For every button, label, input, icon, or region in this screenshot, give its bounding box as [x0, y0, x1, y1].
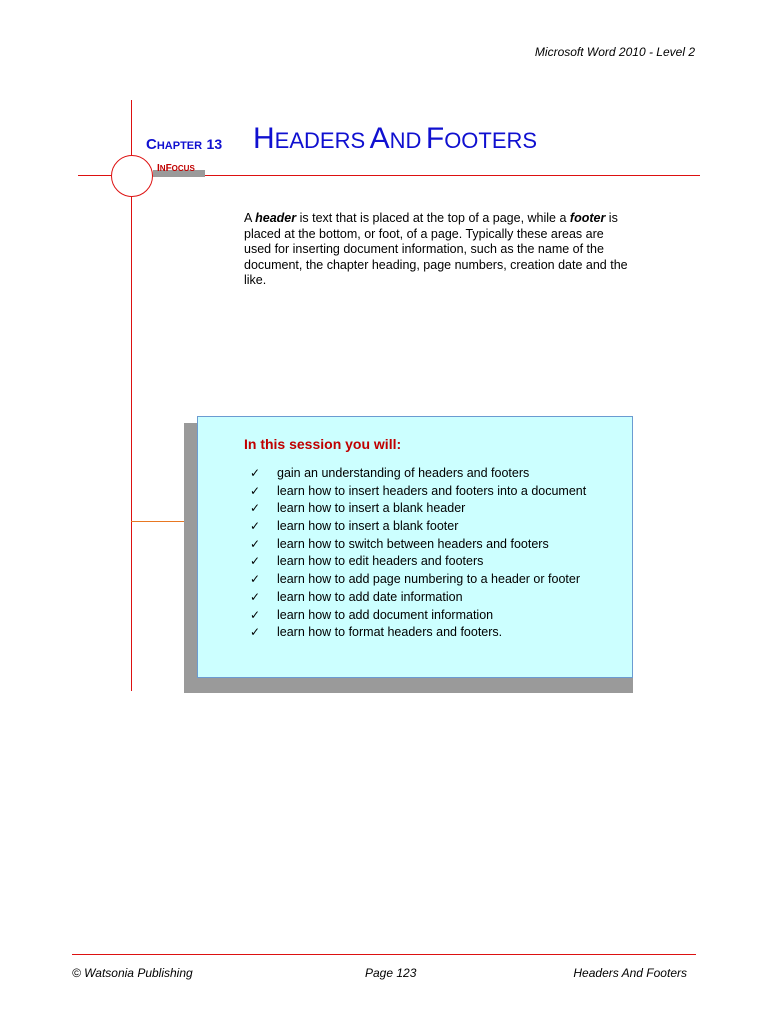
- session-title: In this session you will:: [244, 436, 402, 452]
- list-item: ✓ learn how to insert headers and footers into a document: [250, 483, 586, 501]
- checkmark-icon: ✓: [250, 554, 261, 569]
- list-item: ✓ learn how to format headers and footers.: [250, 624, 586, 642]
- footer-chapter-title: Headers And Footers: [573, 966, 687, 980]
- checkmark-icon: ✓: [250, 607, 261, 622]
- list-item: ✓ learn how to add document information: [250, 607, 586, 625]
- chapter-label: CHAPTER 13: [146, 136, 223, 153]
- checkmark-icon: ✓: [250, 501, 261, 516]
- checkmark-icon: ✓: [250, 466, 261, 480]
- running-header: Microsoft Word 2010 - Level 2: [534, 45, 695, 59]
- checkmark-icon: ✓: [250, 625, 261, 640]
- checkmark-icon: ✓: [250, 589, 261, 604]
- list-item: ✓ learn how to insert a blank header: [250, 500, 586, 518]
- list-item: ✓ learn how to edit headers and footers: [250, 553, 586, 571]
- session-box: [197, 416, 633, 678]
- infocus-label: INFOCUS: [157, 163, 195, 174]
- checkmark-icon: ✓: [250, 536, 261, 551]
- footer-page-number: Page 123: [365, 966, 417, 980]
- session-objectives-list: [250, 465, 586, 642]
- footer-publisher: © Watsonia Publishing: [72, 966, 193, 980]
- checkmark-icon: ✓: [250, 519, 261, 534]
- list-item: ✓ learn how to add date information: [250, 589, 586, 607]
- orange-tick-rule: [131, 521, 184, 522]
- list-item: ✓ learn how to add page numbering to a header or footer: [250, 571, 586, 589]
- list-item: ✓ learn how to insert a blank footer: [250, 518, 586, 536]
- checkmark-icon: ✓: [250, 572, 261, 587]
- list-item: ✓ gain an understanding of headers and footers: [250, 465, 586, 483]
- checkmark-icon: ✓: [250, 483, 261, 498]
- header-term: header: [255, 211, 297, 225]
- footer-term: footer: [569, 211, 606, 225]
- list-item: ✓ learn how to switch between headers and footers: [250, 536, 586, 554]
- page-title: HEADERS AND FOOTERS: [253, 122, 538, 155]
- footer-rule: [72, 954, 696, 955]
- chapter-circle-ornament: [111, 155, 153, 197]
- intro-paragraph: A header is text that is placed at the top of a page, while a footer is placed at the bottom, or foot, of a page. Typically these areas are used for inserting document information, such as the name of the document, the chapter heading, page numbers, creation date and the like.: [244, 211, 628, 287]
